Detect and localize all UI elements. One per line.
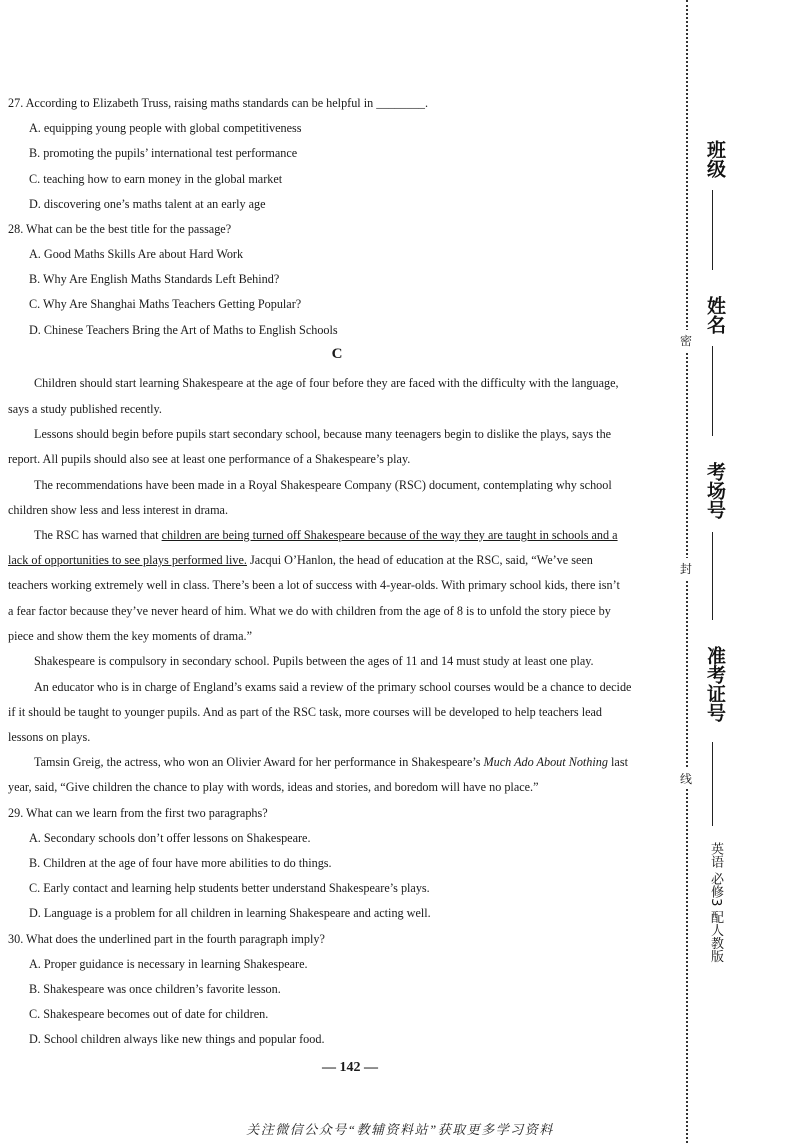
q29-option-d: D. Language is a problem for all children in learning Shakespeare and acting well.: [29, 906, 431, 920]
seal-mi: 密: [680, 330, 692, 351]
q27-option-d: D. discovering one’s maths talent at an early age: [29, 197, 266, 211]
class-label: 班级: [704, 140, 726, 178]
underlined-part: children are being turned off Shakespeare because of the way they are taught in schools and a: [161, 528, 618, 542]
question-27-stem: 27. According to Elizabeth Truss, raising maths standards can be helpful in ________.: [8, 96, 429, 110]
exam-room-fill-line: [712, 532, 713, 620]
passage-line: teachers working extremely well in class. There’s been a lot of success with 4-year-olds. With primary school kids, there isn’t: [8, 578, 620, 592]
passage-line: An educator who is in charge of England’s exams said a review of the primary school courses would be a chance to decide: [34, 680, 632, 694]
passage-line: lack of opportunities to see plays performed live. Jacqui O’Hanlon, the head of education at the RSC, said, “We’ve seen: [8, 553, 593, 567]
passage-line: Tamsin Greig, the actress, who won an Olivier Award for her performance in Shakespeare’s Much Ado About Nothing last: [34, 755, 628, 769]
exam-id-label: 准考证号: [704, 646, 726, 722]
q28-option-c: C. Why Are Shanghai Maths Teachers Getting Popular?: [29, 297, 302, 311]
question-30-stem: 30. What does the underlined part in the fourth paragraph imply?: [8, 932, 325, 946]
passage-line: says a study published recently.: [8, 402, 162, 416]
q30-option-c: C. Shakespeare becomes out of date for children.: [29, 1007, 269, 1021]
name-label: 姓名: [704, 296, 726, 334]
q30-option-b: B. Shakespeare was once children’s favorite lesson.: [29, 982, 281, 996]
passage-line: children show less and less interest in drama.: [8, 503, 228, 517]
passage-line: Children should start learning Shakespeare at the age of four before they are faced with the difficulty with the language,: [34, 376, 619, 390]
passage-line: The recommendations have been made in a Royal Shakespeare Company (RSC) document, contemplating why school: [34, 478, 612, 492]
passage-line: report. All pupils should also see at least one performance of a Shakespeare’s play.: [8, 452, 411, 466]
q29-option-b: B. Children at the age of four have more abilities to do things.: [29, 856, 332, 870]
exam-room-label: 考场号: [704, 462, 726, 519]
q28-option-d: D. Chinese Teachers Bring the Art of Maths to English Schools: [29, 323, 338, 337]
q30-option-d: D. School children always like new things and popular food.: [29, 1032, 325, 1046]
passage-line: piece and show them the key moments of drama.”: [8, 629, 253, 643]
seal-xian: 线: [680, 768, 692, 789]
passage-line: lessons on plays.: [8, 730, 91, 744]
footer-note: 关注微信公众号“教辅资料站”获取更多学习资料: [246, 1122, 554, 1137]
class-fill-line: [712, 190, 713, 270]
subject-label: 英语 必修3 配人教版: [708, 842, 723, 963]
q30-option-a: A. Proper guidance is necessary in learning Shakespeare.: [29, 957, 308, 971]
passage-line: a fear factor because they’ve never heard of him. What we do with children from the age of 8 is to unfold the story piece by: [8, 604, 611, 618]
passage-line: if it should be taught to younger pupils. And as part of the RSC task, more courses will be developed to help teachers lead: [8, 705, 603, 719]
seal-feng: 封: [680, 558, 692, 579]
section-label-c: C: [331, 346, 343, 362]
question-29-stem: 29. What can we learn from the first two paragraphs?: [8, 806, 268, 820]
passage-line: Shakespeare is compulsory in secondary school. Pupils between the ages of 11 and 14 must study at least one play.: [34, 654, 594, 668]
underlined-part: lack of opportunities to see plays performed live.: [8, 553, 247, 567]
exam-id-fill-line: [712, 742, 713, 826]
question-28-stem: 28. What can be the best title for the passage?: [8, 222, 232, 236]
passage-line: The RSC has warned that children are being turned off Shakespeare because of the way they are taught in schools and a: [34, 528, 618, 542]
passage-line: year, said, “Give children the chance to play with words, ideas and stories, and boredom will have no place.”: [8, 780, 539, 794]
q28-option-a: A. Good Maths Skills Are about Hard Work: [29, 247, 244, 261]
q29-option-c: C. Early contact and learning help students better understand Shakespeare’s plays.: [29, 881, 430, 895]
play-title: Much Ado About Nothing: [483, 755, 608, 769]
q28-option-b: B. Why Are English Maths Standards Left Behind?: [29, 272, 280, 286]
passage-line: Lessons should begin before pupils start secondary school, because many teenagers begin to dislike the plays, says the: [34, 427, 612, 441]
name-fill-line: [712, 346, 713, 436]
q27-option-c: C. teaching how to earn money in the global market: [29, 172, 283, 186]
q27-option-b: B. promoting the pupils’ international test performance: [29, 146, 298, 160]
q27-option-a: A. equipping young people with global competitiveness: [29, 121, 302, 135]
page-number: — 142 —: [322, 1060, 378, 1075]
q29-option-a: A. Secondary schools don’t offer lessons on Shakespeare.: [29, 831, 311, 845]
